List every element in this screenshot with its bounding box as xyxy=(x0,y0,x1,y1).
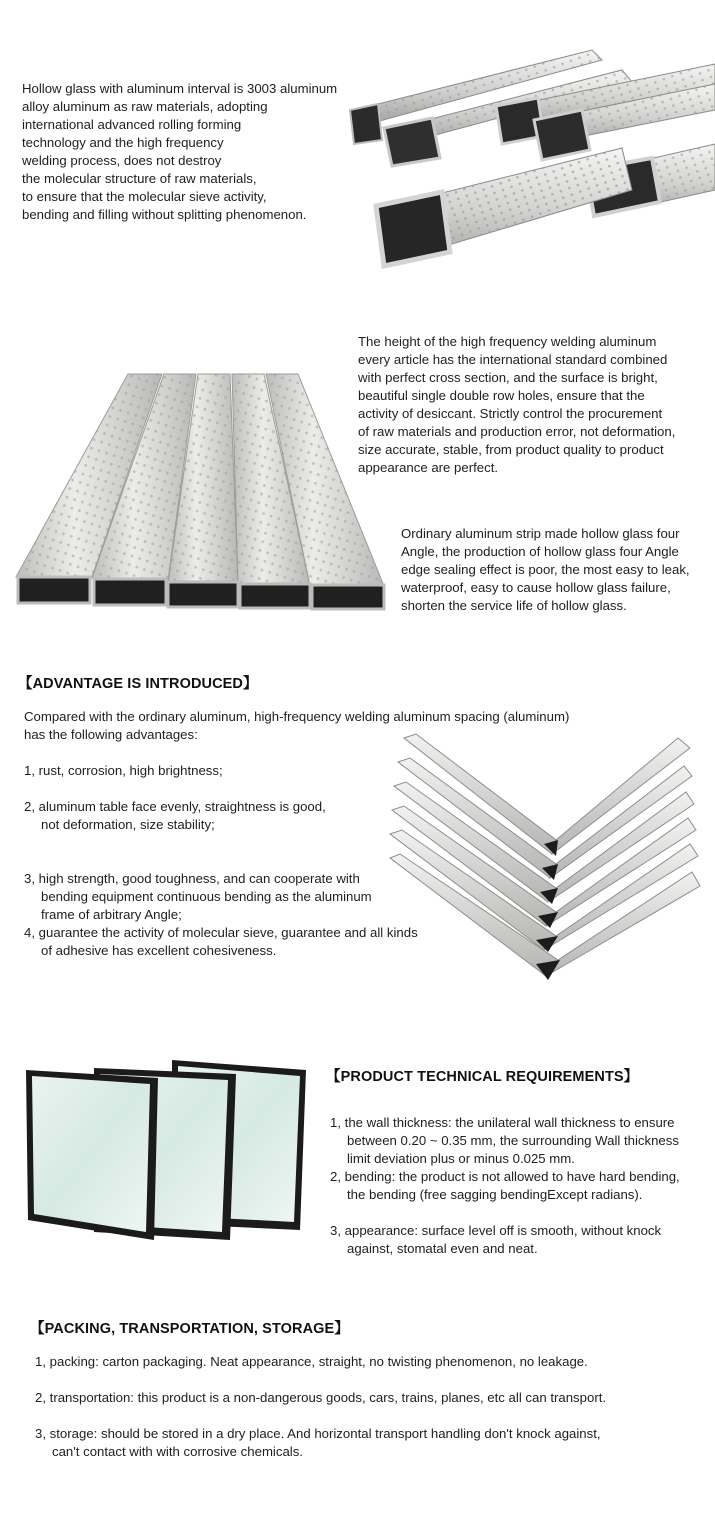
advantage-item-continuation: not deformation, size stability; xyxy=(41,817,215,832)
advantage-item-text: 1, rust, corrosion, high brightness; xyxy=(24,763,223,778)
bent-aluminum-corner-photo xyxy=(386,732,708,992)
technical-item-text: 2, bending: the product is not allowed to have hard bending, xyxy=(330,1169,680,1184)
advantage-item-continuation: bending equipment continuous bending as the aluminum frame of arbitrary Angle; xyxy=(41,889,372,922)
advantage-heading: 【ADVANTAGE IS INTRODUCED】 xyxy=(18,676,258,692)
technical-item xyxy=(330,1168,710,1204)
packing-item-text: 3, storage: should be stored in a dry place. And horizontal transport handling don't knock against, xyxy=(35,1426,601,1441)
advantage-item-continuation: of adhesive has excellent cohesiveness. xyxy=(41,943,277,958)
technical-item-continuation: against, stomatal even and neat. xyxy=(347,1241,538,1256)
technical-item xyxy=(330,1222,710,1258)
aluminum-strips-flat-photo xyxy=(12,372,394,612)
advantage-item-text: 2, aluminum table face evenly, straightness is good, xyxy=(24,799,326,814)
technical-item-text: 1, the wall thickness: the unilateral wall thickness to ensure xyxy=(330,1115,675,1130)
packing-item-continuation: can't contact with with corrosive chemicals. xyxy=(52,1444,303,1459)
advantage-item-text: 4, guarantee the activity of molecular sieve, guarantee and all kinds xyxy=(24,925,418,940)
quality-paragraph: The height of the high frequency welding aluminum every article has the international standard combined with perfect cross section, and the surface is bright, beautiful single double row holes, ensure that the activity of desiccant. Strictly control the procurement of raw materials and production error, not deformation, size accurate, stable, from product quality to product appearance are perfect. xyxy=(358,334,676,475)
packing-item xyxy=(35,1425,705,1461)
advantage-item-text: 3, high strength, good toughness, and can cooperate with xyxy=(24,871,360,886)
aluminum-spacer-bars-photo xyxy=(292,40,715,272)
technical-item-continuation: the bending (free sagging bendingExcept radians). xyxy=(347,1187,643,1202)
packing-heading: 【PACKING, TRANSPORTATION, STORAGE】 xyxy=(30,1321,349,1337)
intro-paragraph: Hollow glass with aluminum interval is 3003 aluminum alloy aluminum as raw materials, adopting international advanced rolling forming technology and the high frequency welding process, does not destroy the molecular structure of raw materials, to ensure that the molecular sieve activity, bending and filling without splitting phenomenon. xyxy=(22,81,338,222)
packing-item xyxy=(35,1389,705,1407)
ordinary-strip-paragraph: Ordinary aluminum strip made hollow glass four Angle, the production of hollow glass four Angle edge sealing effect is poor, the most easy to leak, waterproof, easy to cause hollow glass failure, shorten the service life of hollow glass. xyxy=(401,526,690,613)
insulated-glass-panels-photo xyxy=(22,1056,312,1246)
packing-item-text: 1, packing: carton packaging. Neat appearance, straight, no twisting phenomenon, no leakage. xyxy=(35,1354,588,1369)
advantage-intro: Compared with the ordinary aluminum, high-frequency welding aluminum spacing (aluminum) has the following advantages: xyxy=(24,709,570,742)
technical-item-text: 3, appearance: surface level off is smooth, without knock xyxy=(330,1223,662,1238)
technical-item-continuation: between 0.20 ~ 0.35 mm, the surrounding Wall thickness limit deviation plus or minus 0.025 mm. xyxy=(347,1133,679,1166)
packing-item xyxy=(35,1353,705,1371)
technical-heading: 【PRODUCT TECHNICAL REQUIREMENTS】 xyxy=(326,1069,639,1085)
packing-item-text: 2, transportation: this product is a non-dangerous goods, cars, trains, planes, etc all can transport. xyxy=(35,1390,607,1405)
